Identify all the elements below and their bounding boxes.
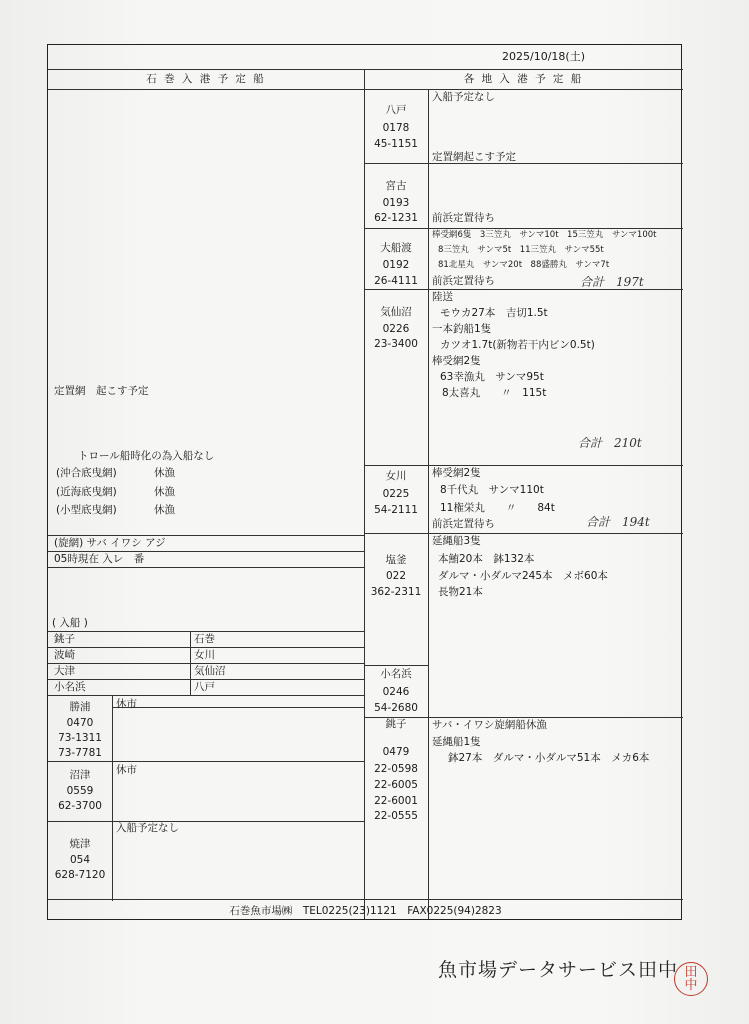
divider-header [48,89,683,90]
trawl-note: トロール船時化の為入船なし [78,450,215,462]
divider-port-col [428,89,429,919]
port-name: 女川 [385,470,407,482]
divider-row [364,665,428,666]
port-code: 0470 [66,717,94,729]
port-line: カツオ1.7t(新物若干内ビン0.5t) [440,339,595,351]
port-note: 入船予定なし [116,822,179,834]
divider-row [48,821,364,822]
port-phone: 73-1311 [58,732,102,744]
nyusen-port: 八戸 [194,681,215,693]
nyusen-port: 波崎 [54,649,75,661]
nyusen-port: 銚子 [54,633,75,645]
makiami-label: (旋網) サバ イワシ アジ [54,537,166,549]
port-line: 63幸漁丸 サンマ95t [440,371,544,383]
teichiami-note: 定置網 起こす予定 [54,385,149,397]
port-phone: 54-2680 [374,702,418,714]
nyusen-port: 女川 [194,649,215,661]
nyusen-title: ( 入船 ) [52,617,88,629]
port-phone: 45-1151 [374,138,418,150]
port-phone: 22-0598 [374,763,418,775]
port-line: 延縄船1隻 [432,736,481,748]
port-name: 気仙沼 [380,306,412,318]
name-stamp: 田中 [674,962,708,996]
port-code: 054 [69,854,91,866]
port-phone: 54-2111 [374,504,418,516]
port-phone: 73-7781 [58,747,102,759]
gear-status: 休漁 [154,486,175,498]
handwritten-total: 合計 210t [578,436,642,450]
port-code: 0479 [382,746,410,758]
handwritten-total: 合計 197t [580,275,644,289]
port-phone: 628-7120 [54,869,106,881]
port-line: 入船予定なし [432,91,495,103]
report-sheet [47,44,682,920]
divider-row [48,761,364,762]
report-date: 2025/10/18(土) [502,50,585,63]
port-line: 延縄船3隻 [432,535,481,547]
divider-row [364,163,683,164]
divider-row [364,465,683,466]
nyusen-port: 石巻 [194,633,215,645]
divider-row [112,707,364,708]
port-note: 休市 [116,764,137,776]
port-phone: 22-0555 [374,810,418,822]
port-code: 022 [385,570,407,582]
port-name: 銚子 [385,718,407,730]
port-line: 本鮪20本 鉢132本 [438,553,535,565]
port-code: 0225 [382,488,410,500]
port-line: 棒受網2隻 [432,355,481,367]
port-line: 8三笠丸 サンマ5t 11三笠丸 サンマ55t [438,245,604,255]
nyusen-port: 大津 [54,665,75,677]
handwritten-total: 合計 194t [586,515,650,529]
port-line: 鉢27本 ダルマ・小ダルマ51本 メカ6本 [448,752,650,764]
port-line: 棒受網6隻 3三笠丸 サンマ10t 15三笠丸 サンマ100t [432,230,657,240]
divider-nyusen-col [190,631,191,695]
port-phone: 23-3400 [374,338,418,350]
divider-date [48,69,683,70]
port-line: 棒受網2隻 [432,467,481,479]
divider-footer [48,899,683,900]
port-line: 定置網起こす予定 [432,151,516,163]
port-phone: 362-2311 [370,586,422,598]
port-phone: 26-4111 [374,275,418,287]
port-name: 沼津 [69,769,91,781]
divider-row [48,567,364,568]
port-code: 0193 [382,197,410,209]
port-phone: 22-6001 [374,795,418,807]
port-code: 0192 [382,259,410,271]
port-name: 八戸 [385,104,407,116]
port-name: 勝浦 [69,701,91,713]
port-line: サバ・イワシ旋網船休漁 [432,719,547,731]
port-name: 塩釜 [385,554,407,566]
gear-label: (小型底曳網) [56,504,117,516]
port-line: 前浜定置待ち [432,212,495,224]
port-code: 0226 [382,323,410,335]
nyusen-port: 小名浜 [54,681,86,693]
port-code: 0246 [382,686,410,698]
port-phone: 62-1231 [374,212,418,224]
port-phone: 62-3700 [58,800,102,812]
port-line: 前浜定置待ち [432,518,495,530]
port-name: 焼津 [69,838,91,850]
gear-label: (近海底曳網) [56,486,117,498]
port-line: 11権栄丸 〃 84t [440,502,555,514]
nyusen-port: 気仙沼 [194,665,226,677]
port-name: 大船渡 [380,242,412,254]
port-name: 宮古 [385,180,407,192]
divider-port-col-left [112,695,113,901]
makiami-status: 05時現在 入レ 番 [54,553,145,565]
signature: 魚市場データサービス田中 [438,959,679,981]
port-line: ダルマ・小ダルマ245本 メボ60本 [438,570,608,582]
port-code: 0559 [66,785,94,797]
divider-row [48,695,364,696]
right-header: 各 地 入 港 予 定 船 [463,73,584,85]
port-line: 陸送 [432,291,453,303]
port-line: 8太喜丸 〃 115t [442,387,547,399]
port-name: 小名浜 [380,668,412,680]
port-line: 前浜定置待ち [432,275,495,287]
gear-label: (沖合底曳網) [56,467,117,479]
port-phone: 22-6005 [374,779,418,791]
port-line: 8千代丸 サンマ110t [440,484,544,496]
left-header: 石 巻 入 港 予 定 船 [146,73,266,85]
gear-status: 休漁 [154,504,175,516]
footer-contact: 石巻魚市場㈱ TEL0225(23)1121 FAX0225(94)2823 [229,905,502,917]
port-line: 一本釣船1隻 [432,323,492,335]
port-code: 0178 [382,122,410,134]
port-line: モウカ27本 吉切1.5t [440,307,548,319]
port-line: 81北星丸 サンマ20t 88盛勝丸 サンマ7t [438,260,610,270]
gear-status: 休漁 [154,467,175,479]
divider-row [364,533,683,534]
port-line: 長物21本 [438,586,483,598]
port-note: 休市 [116,698,137,710]
